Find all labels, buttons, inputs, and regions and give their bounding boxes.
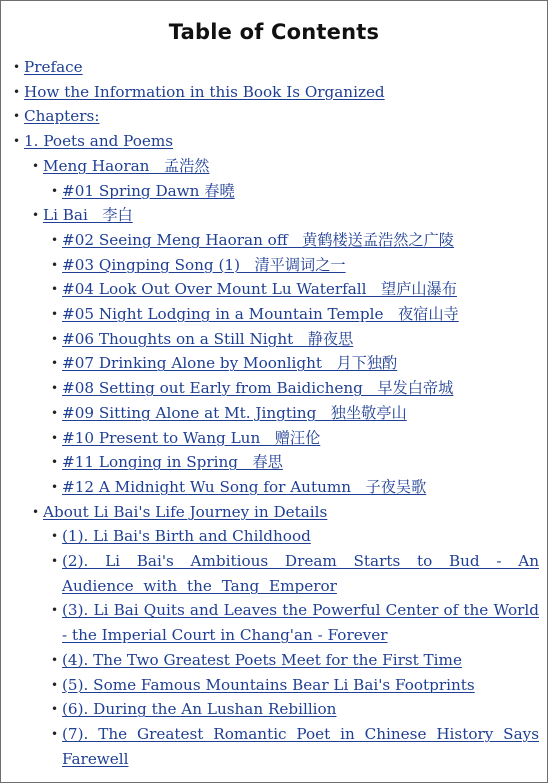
toc-link-poem-10[interactable]: #10 Present to Wang Lun 赠汪伦 — [62, 428, 321, 447]
bullet-icon: • — [51, 529, 59, 544]
toc-item-life-3 — [13, 598, 541, 647]
toc-item-poem-09 — [13, 401, 541, 426]
toc-link-li-bai[interactable]: Li Bai 李白 — [43, 206, 133, 225]
bullet-icon: • — [51, 183, 59, 198]
toc-link-life-1[interactable]: (1). Li Bai's Birth and Childhood — [62, 527, 311, 546]
toc-link-poem-01[interactable]: #01 Spring Dawn 春曉 — [62, 181, 235, 200]
bullet-icon: • — [13, 84, 21, 99]
bullet-icon: • — [32, 208, 40, 223]
toc-item-poem-06 — [13, 327, 541, 352]
bullet-icon: • — [13, 109, 21, 124]
toc-item-life-6 — [13, 697, 541, 722]
bullet-icon: • — [51, 282, 59, 297]
bullet-icon: • — [13, 60, 21, 74]
toc-link-life-6[interactable]: (6). During the An Lushan Rebillion — [62, 700, 337, 719]
bullet-icon: • — [51, 232, 59, 247]
bullet-icon: • — [51, 356, 59, 371]
toc-link-life-5[interactable]: (5). Some Famous Mountains Bear Li Bai's Footprints — [62, 675, 475, 694]
bullet-icon: • — [51, 554, 59, 569]
bullet-icon: • — [51, 726, 59, 741]
toc-link-chapters[interactable]: Chapters: — [24, 107, 100, 126]
toc-link-poem-03[interactable]: #03 Qingping Song (1) 清平调词之一 — [62, 255, 346, 274]
bullet-icon: • — [13, 134, 21, 149]
bullet-icon: • — [51, 455, 59, 470]
toc-link-meng-haoran[interactable]: Meng Haoran 孟浩然 — [43, 156, 210, 175]
toc-list — [13, 55, 541, 771]
toc-item-poem-08 — [13, 376, 541, 401]
bullet-icon: • — [51, 307, 59, 322]
bullet-icon: • — [51, 603, 59, 618]
toc-item-how-info-organized — [13, 80, 541, 105]
toc-item-meng-haoran — [13, 154, 541, 179]
bullet-icon: • — [51, 479, 59, 494]
toc-link-preface[interactable]: Preface — [24, 58, 83, 76]
toc-item-poem-03 — [13, 253, 541, 278]
toc-item-chapters — [13, 104, 541, 129]
bullet-icon: • — [51, 702, 59, 717]
page-title: Table of Contents — [168, 20, 380, 44]
toc-link-poem-05[interactable]: #05 Night Lodging in a Mountain Temple 夜宿山寺 — [62, 305, 459, 324]
bullet-icon: • — [51, 331, 59, 346]
toc-item-life-4 — [13, 648, 541, 673]
toc-item-poem-04 — [13, 277, 541, 302]
toc-link-poem-12[interactable]: #12 A Midnight Wu Song for Autumn 子夜吴歌 — [62, 477, 427, 496]
bullet-icon: • — [51, 430, 59, 445]
bullet-icon: • — [32, 504, 40, 519]
toc-item-life-2 — [13, 549, 541, 598]
bullet-icon: • — [51, 257, 59, 272]
bullet-icon: • — [51, 677, 59, 692]
toc-link-poem-02[interactable]: #02 Seeing Meng Haoran off 黄鹤楼送孟浩然之广陵 — [62, 230, 454, 249]
toc-link-poem-07[interactable]: #07 Drinking Alone by Moonlight 月下独酌 — [62, 354, 398, 373]
toc-item-life-5 — [13, 673, 541, 698]
toc-item-preface — [13, 55, 541, 80]
toc-item-life-journey — [13, 500, 541, 525]
toc-item-poem-07 — [13, 351, 541, 376]
bullet-icon: • — [51, 381, 59, 396]
toc-link-life-7[interactable]: (7). The Greatest Romantic Poet in Chinese History Says Farewell — [62, 724, 539, 768]
toc-link-poets-and-poems[interactable]: 1. Poets and Poems — [24, 132, 174, 151]
toc-item-life-7 — [13, 722, 541, 771]
bullet-icon: • — [32, 158, 40, 173]
toc-item-poem-02 — [13, 228, 541, 253]
toc-link-poem-08[interactable]: #08 Setting out Early from Baidicheng 早发白帝城 — [62, 379, 454, 398]
toc-item-poem-12 — [13, 475, 541, 500]
toc-link-life-2[interactable]: (2). Li Bai's Ambitious Dream Starts to Bud - An Audience with the Tang Emperor — [62, 552, 539, 595]
toc-link-life-journey[interactable]: About Li Bai's Life Journey in Details — [43, 502, 328, 521]
toc-link-poem-04[interactable]: #04 Look Out Over Mount Lu Waterfall 望庐山瀑布 — [62, 280, 457, 299]
toc-item-poets-and-poems — [13, 129, 541, 154]
bullet-icon: • — [51, 405, 59, 420]
toc-item-poem-11 — [13, 450, 541, 475]
toc-item-poem-01 — [13, 179, 541, 204]
toc-link-how-info-organized[interactable]: How the Information in this Book Is Organized — [24, 82, 385, 101]
toc-item-life-1 — [13, 524, 541, 549]
toc-item-poem-10 — [13, 426, 541, 451]
toc-link-poem-06[interactable]: #06 Thoughts on a Still Night 静夜思 — [62, 329, 354, 348]
toc-item-li-bai — [13, 203, 541, 228]
toc-link-poem-11[interactable]: #11 Longing in Spring 春思 — [62, 453, 283, 472]
toc-item-poem-05 — [13, 302, 541, 327]
toc-link-life-3[interactable]: (3). Li Bai Quits and Leaves the Powerful Center of the World - the Imperial Court in Chang'an - Forever — [62, 601, 539, 645]
bullet-icon: • — [51, 652, 59, 667]
toc-link-life-4[interactable]: (4). The Two Greatest Poets Meet for the First Time — [62, 650, 462, 669]
toc-link-poem-09[interactable]: #09 Sitting Alone at Mt. Jingting 独坐敬亭山 — [62, 403, 407, 422]
